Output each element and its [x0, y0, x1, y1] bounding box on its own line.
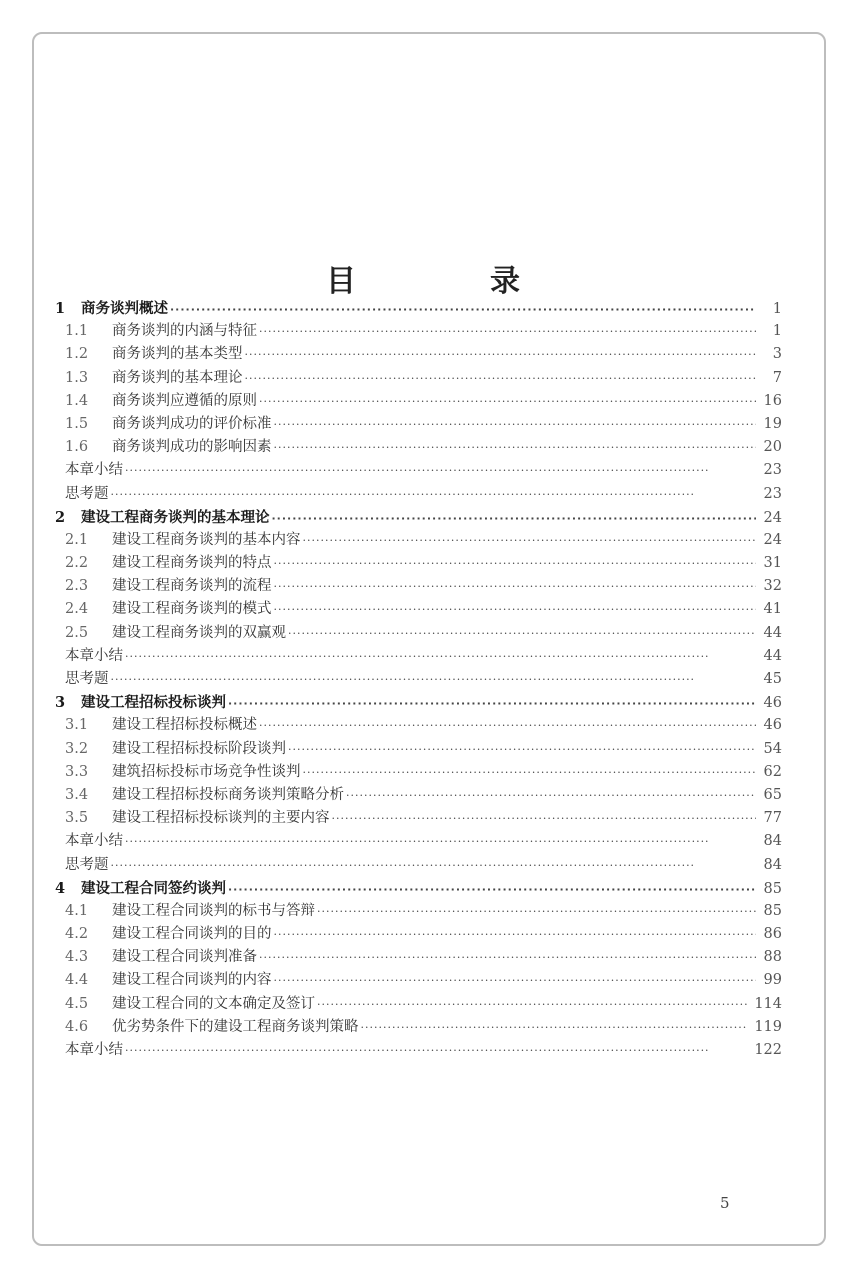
toc-entry-section[interactable]: [54, 1016, 782, 1039]
toc-entry-section[interactable]: [54, 900, 782, 923]
toc-entry-title: 本章小结: [65, 833, 123, 850]
toc-entry-page: 46: [763, 695, 782, 712]
toc-entry-page: 85: [763, 902, 782, 919]
toc-entry-page: 19: [763, 415, 782, 432]
table-of-contents: [54, 297, 782, 1062]
toc-entry-page: 7: [772, 369, 782, 386]
toc-entry-title: 商务谈判成功的评价标准: [112, 415, 272, 432]
toc-entry-number: 1.4: [65, 392, 89, 409]
toc-entry-misc[interactable]: [54, 830, 782, 853]
toc-entry-title: 建设工程合同的文本确定及签订: [112, 995, 315, 1012]
page-frame: [32, 32, 826, 1246]
toc-entry-misc[interactable]: [54, 854, 782, 877]
toc-entry-number: 4.5: [65, 995, 89, 1012]
toc-entry-number: 4.1: [65, 902, 89, 919]
dot-leader: [346, 784, 756, 807]
toc-entry-title: 思考题: [65, 671, 109, 687]
toc-entry-misc[interactable]: [54, 1039, 782, 1062]
toc-entry-title: 建筑招标投标市场竞争性谈判: [112, 763, 301, 780]
dot-leader: [111, 854, 757, 877]
toc-entry-section[interactable]: [54, 784, 782, 807]
toc-entry-page: 20: [763, 439, 782, 456]
toc-entry-page: 44: [763, 647, 782, 664]
dot-leader: [303, 761, 757, 784]
toc-entry-misc[interactable]: [54, 645, 782, 668]
toc-entry-number: 3.3: [65, 763, 89, 780]
dot-leader: [332, 807, 757, 830]
dot-leader: [125, 830, 756, 853]
toc-entry-section[interactable]: [54, 969, 782, 992]
toc-entry-title: 思考题: [65, 485, 109, 502]
toc-entry-number: 2.2: [65, 555, 89, 572]
toc-entry-page: 45: [763, 671, 782, 687]
toc-entry-page: 23: [763, 485, 782, 502]
toc-entry-page: 44: [763, 624, 782, 641]
toc-entry-section[interactable]: [54, 343, 782, 366]
toc-entry-page: 85: [763, 880, 782, 897]
toc-entry-number: 3.2: [65, 740, 89, 757]
toc-entry-section[interactable]: [54, 761, 782, 784]
toc-entry-page: 16: [763, 392, 782, 409]
page-title: 目 录: [326, 264, 572, 299]
toc-entry-section[interactable]: [54, 738, 782, 761]
toc-entry-section[interactable]: [54, 923, 782, 946]
toc-entry-title: 思考题: [65, 856, 109, 873]
toc-entry-number: 2.1: [65, 531, 89, 548]
toc-entry-section[interactable]: [54, 529, 782, 552]
dot-leader: [125, 1039, 748, 1062]
dot-leader: [259, 390, 756, 413]
toc-entry-page: 24: [763, 509, 782, 526]
toc-entry-title: 商务谈判的内涵与特征: [112, 323, 257, 340]
toc-entry-title: 建设工程招标投标概述: [112, 717, 257, 734]
toc-entry-title: 建设工程商务谈判的基本内容: [112, 531, 301, 548]
toc-entry-section[interactable]: [54, 598, 782, 621]
toc-entry-chapter[interactable]: [54, 691, 782, 714]
toc-entry-number: 2: [55, 508, 66, 526]
toc-entry-page: 31: [763, 555, 782, 572]
toc-entry-page: 84: [763, 856, 782, 873]
toc-entry-page: 24: [763, 531, 782, 548]
toc-entry-title: 商务谈判的基本类型: [112, 346, 243, 363]
toc-entry-section[interactable]: [54, 946, 782, 969]
dot-leader: [228, 692, 756, 715]
toc-entry-chapter[interactable]: [54, 877, 782, 900]
dot-leader: [111, 483, 757, 506]
toc-entry-page: 3: [772, 346, 782, 363]
dot-leader: [245, 367, 757, 390]
toc-entry-section[interactable]: [54, 367, 782, 390]
toc-entry-title: 建设工程商务谈判的流程: [112, 578, 272, 595]
toc-entry-title: 建设工程商务谈判的双赢观: [112, 624, 286, 641]
toc-entry-number: 1.3: [65, 369, 89, 386]
toc-entry-page: 62: [763, 763, 782, 780]
dot-leader: [245, 343, 757, 366]
toc-entry-number: 3.1: [65, 717, 89, 734]
toc-entry-misc[interactable]: [54, 459, 782, 482]
toc-entry-section[interactable]: [54, 993, 782, 1016]
toc-entry-title: 建设工程合同谈判的目的: [112, 926, 272, 943]
toc-entry-section[interactable]: [54, 714, 782, 737]
toc-entry-title: 建设工程合同谈判的内容: [112, 972, 272, 989]
toc-entry-chapter[interactable]: [54, 297, 782, 320]
toc-entry-title: 优劣势条件下的建设工程商务谈判策略: [112, 1018, 359, 1035]
toc-entry-number: 2.3: [65, 578, 89, 595]
toc-entry-section[interactable]: [54, 413, 782, 436]
toc-entry-number: 1: [55, 300, 66, 317]
toc-entry-chapter[interactable]: [54, 506, 782, 529]
dot-leader: [288, 622, 756, 645]
dot-leader: [361, 1016, 749, 1039]
dot-leader: [272, 507, 757, 530]
toc-entry-title: 建设工程招标投标阶段谈判: [112, 740, 286, 757]
toc-entry-section[interactable]: [54, 575, 782, 598]
dot-leader: [317, 993, 748, 1016]
toc-entry-section[interactable]: [54, 622, 782, 645]
toc-entry-title: 本章小结: [65, 647, 123, 664]
dot-leader: [274, 436, 757, 459]
toc-entry-page: 99: [763, 972, 782, 989]
dot-leader: [303, 529, 757, 552]
toc-entry-number: 2.4: [65, 601, 89, 618]
toc-entry-number: 4.4: [65, 972, 89, 989]
dot-leader: [288, 738, 756, 761]
toc-entry-page: 119: [754, 1018, 782, 1035]
toc-entry-page: 84: [763, 833, 782, 850]
dot-leader: [259, 714, 756, 737]
dot-leader: [259, 320, 756, 343]
dot-leader: [111, 668, 757, 691]
toc-entry-number: 4: [55, 879, 66, 897]
toc-entry-title: 建设工程招标投标商务谈判策略分析: [112, 786, 344, 803]
toc-entry-title: 建设工程招标投标谈判: [81, 695, 226, 712]
dot-leader: [274, 969, 757, 992]
toc-entry-number: 2.5: [65, 624, 89, 641]
toc-entry-number: 4.2: [65, 926, 89, 943]
dot-leader: [125, 645, 756, 668]
toc-entry-page: 1: [772, 323, 782, 340]
toc-entry-number: 4.6: [65, 1018, 89, 1035]
toc-entry-number: 1.2: [65, 346, 89, 363]
toc-entry-title: 建设工程商务谈判的特点: [112, 555, 272, 572]
toc-entry-page: 122: [754, 1042, 782, 1058]
toc-entry-number: 4.3: [65, 949, 89, 966]
dot-leader: [274, 413, 757, 436]
toc-entry-title: 建设工程商务谈判的基本理论: [81, 509, 270, 526]
toc-entry-section[interactable]: [54, 436, 782, 459]
toc-entry-number: 1.5: [65, 415, 89, 432]
toc-entry-number: 3: [55, 694, 66, 712]
toc-entry-page: 41: [763, 601, 782, 618]
toc-entry-title: 本章小结: [65, 1042, 123, 1058]
toc-entry-page: 77: [763, 810, 782, 827]
dot-leader: [274, 598, 757, 621]
toc-entry-page: 46: [763, 717, 782, 734]
toc-entry-page: 86: [763, 926, 782, 943]
toc-entry-section[interactable]: [54, 320, 782, 343]
toc-entry-page: 23: [763, 462, 782, 479]
toc-entry-title: 建设工程招标投标谈判的主要内容: [112, 810, 330, 827]
dot-leader: [170, 298, 756, 321]
dot-leader: [274, 552, 757, 575]
toc-entry-title: 建设工程合同谈判的标书与答辩: [112, 902, 315, 919]
toc-entry-title: 本章小结: [65, 462, 123, 479]
dot-leader: [274, 575, 757, 598]
toc-entry-page: 54: [763, 740, 782, 757]
page-number: 5: [720, 1194, 730, 1212]
dot-leader: [259, 946, 756, 969]
toc-entry-page: 65: [763, 786, 782, 803]
toc-entry-page: 1: [772, 301, 782, 317]
toc-entry-title: 商务谈判成功的影响因素: [112, 439, 272, 456]
dot-leader: [125, 459, 756, 482]
toc-entry-number: 1.6: [65, 439, 89, 456]
toc-entry-title: 建设工程合同签约谈判: [81, 880, 226, 897]
toc-entry-misc[interactable]: [54, 483, 782, 506]
toc-entry-section[interactable]: [54, 390, 782, 413]
dot-leader: [228, 878, 756, 901]
toc-entry-title: 商务谈判应遵循的原则: [112, 392, 257, 409]
toc-entry-title: 建设工程商务谈判的模式: [112, 601, 272, 618]
toc-entry-number: 3.4: [65, 786, 89, 803]
toc-entry-page: 114: [754, 995, 782, 1012]
toc-entry-misc[interactable]: [54, 668, 782, 691]
toc-entry-page: 32: [763, 578, 782, 595]
dot-leader: [317, 900, 756, 923]
toc-entry-title: 商务谈判概述: [81, 301, 168, 317]
dot-leader: [274, 923, 757, 946]
toc-entry-title: 商务谈判的基本理论: [112, 369, 243, 386]
toc-entry-number: 1.1: [65, 323, 89, 340]
toc-entry-section[interactable]: [54, 552, 782, 575]
toc-entry-title: 建设工程合同谈判准备: [112, 949, 257, 966]
toc-entry-number: 3.5: [65, 810, 89, 827]
toc-entry-section[interactable]: [54, 807, 782, 830]
toc-entry-page: 88: [763, 949, 782, 966]
